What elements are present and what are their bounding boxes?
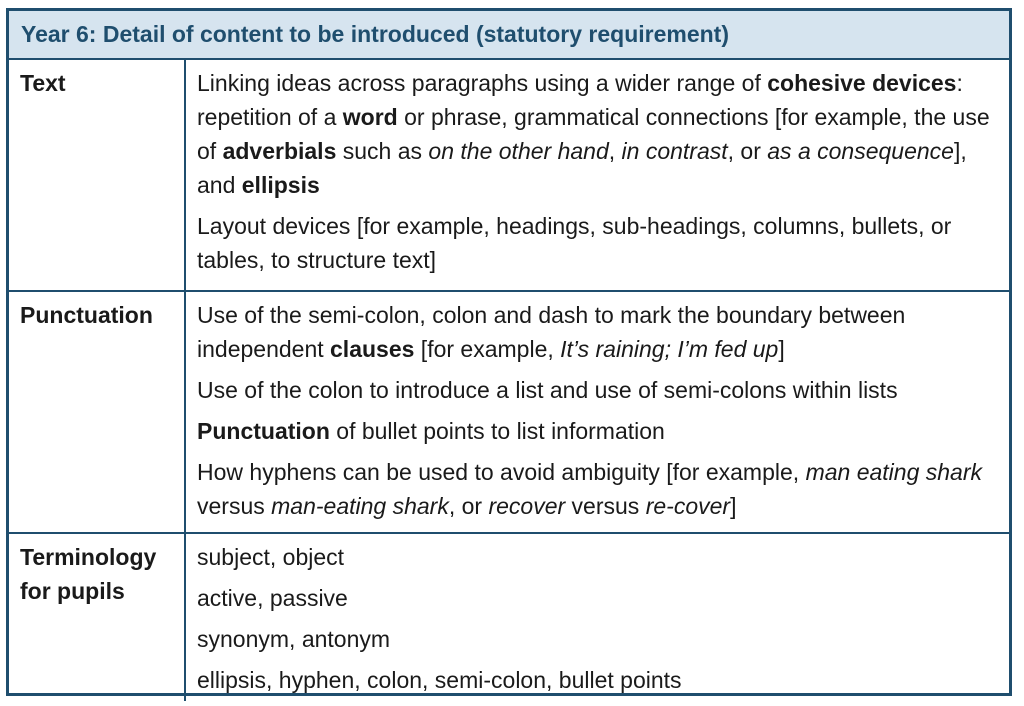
- bold-term: cohesive devices: [767, 70, 957, 96]
- table-row-terminology: [9, 533, 1009, 701]
- bold-term: ellipsis: [241, 172, 320, 198]
- bold-term: adverbials: [222, 138, 337, 164]
- italic-example: man eating shark: [805, 459, 983, 485]
- row-content: [185, 291, 1009, 533]
- text-run: Linking ideas across paragraphs using a wider range of: [197, 70, 768, 96]
- text-run: How hyphens can be used to avoid ambiguity [for example,: [197, 459, 806, 485]
- content-paragraph: [197, 66, 999, 202]
- content-table-frame: [6, 8, 1012, 696]
- row-label: Text: [9, 60, 185, 291]
- content-paragraph: [197, 622, 999, 656]
- text-run: [for example,: [414, 336, 561, 362]
- content-paragraph: [197, 455, 999, 523]
- italic-example: man-eating shark: [271, 493, 449, 519]
- content-paragraph: [197, 373, 999, 407]
- text-run: versus: [565, 493, 646, 519]
- text-run: subject, object: [197, 544, 345, 570]
- text-run: : repetition of a: [197, 70, 963, 130]
- text-run: versus: [197, 493, 272, 519]
- row-label: Punctuation: [9, 291, 185, 533]
- row-content: [185, 60, 1009, 291]
- text-run: or phrase, grammatical connections [for example, the use of: [197, 104, 990, 164]
- text-run: ,: [608, 138, 622, 164]
- text-run: ]: [730, 493, 737, 519]
- text-run: such as: [336, 138, 429, 164]
- text-run: Use of the colon to introduce a list and use of semi-colons within lists: [197, 377, 898, 403]
- text-run: of bullet points to list information: [329, 418, 665, 444]
- row-label: Terminology for pupils: [9, 533, 185, 701]
- row-content: [185, 533, 1009, 701]
- table-title: Year 6: Detail of content to be introduced (statutory requirement): [21, 21, 729, 47]
- text-run: Use of the semi-colon, colon and dash to mark the boundary between independent: [197, 302, 906, 362]
- text-run: ellipsis, hyphen, colon, semi-colon, bullet points: [197, 667, 682, 693]
- italic-example: on the other hand: [428, 138, 609, 164]
- text-run: , or: [727, 138, 768, 164]
- content-paragraph: [197, 581, 999, 615]
- content-paragraph: [197, 663, 999, 697]
- text-run: ], and: [197, 138, 967, 198]
- content-paragraph: [197, 414, 999, 448]
- table-row-punctuation: [9, 291, 1009, 533]
- text-run: active, passive: [197, 585, 348, 611]
- content-paragraph: [197, 209, 999, 277]
- italic-example: It’s raining; I’m fed up: [560, 336, 779, 362]
- bold-term: Punctuation: [197, 418, 330, 444]
- italic-example: recover: [488, 493, 566, 519]
- content-paragraph: [197, 540, 999, 574]
- italic-example: as a consequence: [767, 138, 954, 164]
- italic-example: re-cover: [645, 493, 731, 519]
- content-table: [9, 60, 1009, 701]
- text-run: , or: [448, 493, 489, 519]
- text-run: Layout devices [for example, headings, sub-headings, columns, bullets, or tables, to structure text]: [197, 213, 952, 273]
- table-row-text: [9, 60, 1009, 291]
- text-run: ]: [778, 336, 785, 362]
- italic-example: in contrast: [621, 138, 728, 164]
- bold-term: word: [342, 104, 398, 130]
- table-header: [9, 11, 1009, 60]
- content-paragraph: [197, 298, 999, 366]
- text-run: synonym, antonym: [197, 626, 391, 652]
- bold-term: clauses: [330, 336, 415, 362]
